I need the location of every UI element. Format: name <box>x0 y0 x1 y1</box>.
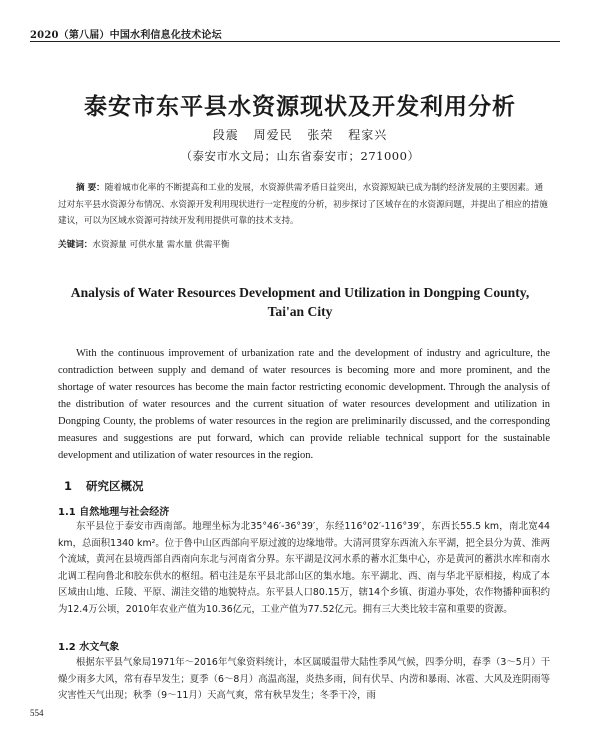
abstract-label: 摘 要： <box>76 183 105 193</box>
abstract-text: 随着城市化率的不断提高和工业的发展，水资源供需矛盾日益突出，水资源短缺已成为制约经济发展的主要因素。通过对东平县水资源分布情况、水资源开发利用现状进行一定程度的分析，初步探讨了区域存在的水资源问题，并提出了相应的措施建议，可以为区域水资源可持续开发利用提供可靠的技术支持。 <box>58 183 548 226</box>
running-head: 2020（第八届）中国水利信息化技术论坛 <box>30 30 222 41</box>
title-chinese: 泰安市东平县水资源现状及开发利用分析 <box>84 93 516 120</box>
abstract-chinese <box>58 180 550 230</box>
section-number: 1 <box>64 479 73 493</box>
section-heading <box>64 478 144 494</box>
keywords-label: 关键词： <box>58 240 93 250</box>
authors: 段震 周爱民 张荣 程家兴 <box>212 128 388 142</box>
section-title: 研究区概况 <box>86 479 144 493</box>
subsection-heading-1-1: 1.1 自然地理与社会经济 <box>58 507 170 518</box>
keywords-chinese <box>58 238 550 250</box>
body-paragraph-2: 根据东平县气象局1971年～2016年气象资料统计，本区属暖温带大陆性季风气候，四季分明，春季（3～5月）干燥少雨多大风，常有春旱发生；夏季（6～8月）高温高湿，炎热多雨，间有伏旱、内涝和暴雨、冰雹、大风及连阴雨等灾害性天气出现；秋季（9～11月）天高气爽，常有秋旱发生；冬季干冷，雨 <box>58 657 550 702</box>
title-english: Analysis of Water Resources Development and Utilization in Dongping County, Tai'an City <box>70 285 530 319</box>
subsection-heading-1-2: 1.2 水文气象 <box>58 642 120 653</box>
page-number: 554 <box>30 708 44 718</box>
abstract-english: With the continuous improvement of urbanization rate and the development of industry and agriculture, the contradiction between supply and demand of water resources is becoming more and more prominent, and the shortage of water resources has become the main factor restricting economic development. Through the analysis of the distribution of water resources and the current situation of water resources development and utilization in Dongping County, the problems of water resources in the region are preliminarily discussed, and the corresponding measures and suggestions are put forward, which can provide reliable technical support for the sustainable development and utilization of water resources in the region. <box>58 348 550 461</box>
body-paragraph-1: 东平县位于泰安市西南部。地理坐标为北35°46′-36°39′，东经116°02′-116°39′，东西长55.5 km，南北宽44 km，总面积1340 km²。位于鲁中山区西部向平原过渡的边缘地带。大清河贯穿东西流入东平湖，把全县分为黄、淮两个流域，黄河在县境西部自西南向东北与河南省分界。东平湖是汶河水系的蓄水汇集中心，亦是黄河的蓄洪水库和南水北调工程向鲁北和胶东供水的枢纽。稻屯洼是东平县北部山区的集水地。东平湖北、西、南与华北平原相接，构成了本区域由山地、丘陵、平原、湖洼交错的地貌特点。东平县人口80.15万，辖14个乡镇、街道办事处，农作物播种面积约为12.4万公顷，2010年农业产值为10.36亿元，工业产值为77.52亿元。拥有三大类比较丰富和重要的资源。 <box>58 521 550 615</box>
keywords-text: 水资源量 可供水量 需水量 供需平衡 <box>92 240 230 250</box>
header-rule <box>30 41 560 42</box>
affiliation: （泰安市水文局；山东省泰安市；271000） <box>180 149 420 163</box>
